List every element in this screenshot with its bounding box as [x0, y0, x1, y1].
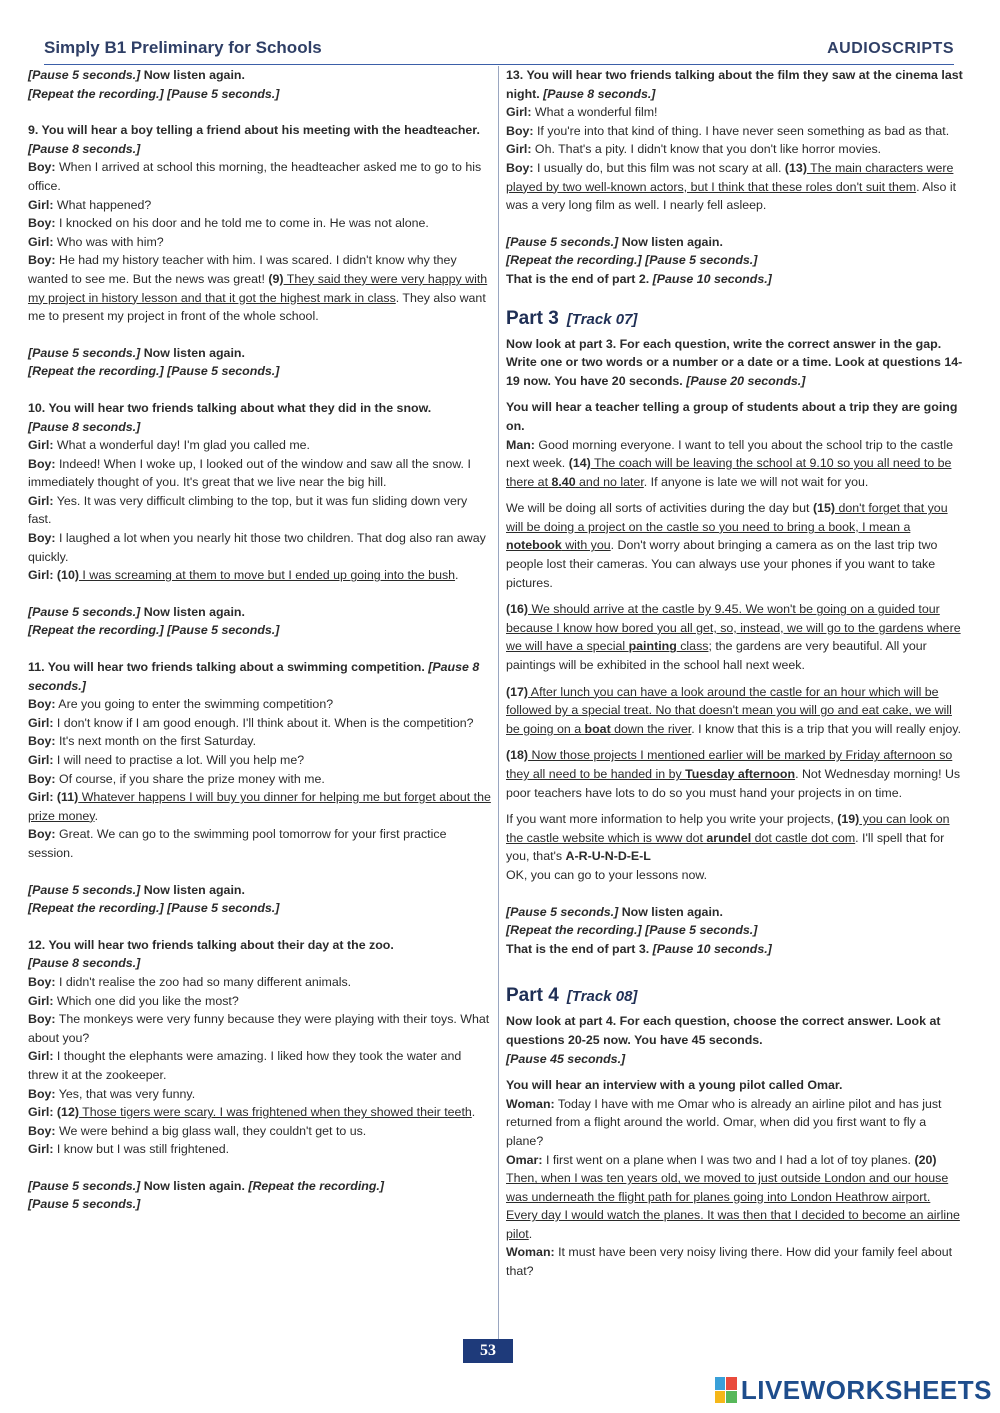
liveworksheets-icon: [715, 1377, 737, 1403]
question-11-block: [28, 658, 494, 863]
page-number: 53: [463, 1339, 513, 1363]
answer-number: (11): [53, 790, 79, 805]
listen-again-text: Now listen again.: [140, 345, 245, 360]
dialogue-text: Which one did you like the most?: [53, 993, 239, 1008]
answer-text: Those tigers were scary. I was frightened when they showed their teeth: [78, 1105, 472, 1120]
answer-keyword: 8.40: [551, 474, 576, 489]
dialogue-text: I don't know if I am good enough. I'll think about it. When is the competition?: [53, 715, 474, 730]
speaker: Boy:: [28, 531, 56, 546]
answer-text: Whatever happens I will buy you dinner for helping me but forget about the prize money: [28, 790, 491, 823]
dialogue-text: . I know that this is a trip that you will really enjoy.: [691, 721, 962, 736]
dialogue-text: .: [528, 1226, 533, 1241]
speaker: Girl:: [28, 493, 54, 508]
part-4-section: [506, 984, 964, 1280]
dialogue-text: OK, you can go to your lessons now.: [506, 867, 708, 882]
track-label: [Track 07]: [566, 310, 638, 328]
dialogue-text: What a wonderful film!: [531, 105, 658, 120]
dialogue-text: . Not Wednesday morning! Us poor teachers have lots to do so you must hand your projects in on time.: [506, 767, 961, 800]
listen-again-text: Now listen again.: [618, 904, 723, 919]
dialogue-text: Are you going to enter the swimming competition?: [55, 697, 334, 712]
answer-number: (18): [506, 748, 529, 763]
answer-text: The main characters were played by two well-known actors, but I think that these roles don't suit them: [506, 160, 954, 194]
listen-again-text: Now listen again.: [618, 234, 723, 249]
answer-text: After lunch you can have a look around the castle for an hour which will be followed by a special treat. No that doesn't mean you will go and eat cake, we will be going on a: [506, 684, 952, 736]
speaker: Man:: [506, 437, 535, 452]
repeat-block-10: [28, 603, 494, 640]
dialogue-text: When I arrived at school this morning, the headteacher asked me to go to his office.: [28, 160, 482, 193]
pause-note: [Pause 5 seconds.]: [28, 68, 141, 82]
repeat-note: [Repeat the recording.]: [28, 364, 164, 379]
listen-again-text: Now listen again.: [140, 1178, 249, 1193]
part-intro: You will hear an interview with a young pilot called Omar.: [506, 1078, 843, 1093]
dialogue-text: .: [455, 568, 459, 583]
pause-note: [Pause 8 seconds.]: [543, 86, 656, 101]
answer-text: They said they were very happy with my project in history lesson and that it got the highest mark in class: [28, 271, 488, 305]
repeat-note: [Repeat the recording.]: [248, 1178, 384, 1193]
question-heading: 10. You will hear two friends talking about what they did in the snow.: [28, 400, 432, 415]
answer-number: (13): [784, 160, 807, 175]
question-heading: 9. You will hear a boy telling a friend about his meeting with the headteacher.: [28, 123, 480, 138]
answer-text: dot castle dot com: [751, 830, 856, 845]
repeat-note: [Repeat the recording.]: [28, 623, 164, 638]
dialogue-text: What happened?: [53, 197, 152, 212]
answer-keyword: painting: [628, 639, 677, 654]
part-3-section: [506, 307, 964, 885]
answer-text: you can look on the castle website which is www dot: [506, 812, 950, 845]
question-heading: 11. You will hear two friends talking about a swimming competition.: [28, 660, 425, 675]
dialogue-text: The monkeys were very funny because they were playing with their toys. What about you?: [28, 1012, 490, 1045]
speaker: Girl:: [28, 715, 54, 730]
speaker: Boy:: [28, 771, 56, 786]
answer-text: Then, when I was ten years old, we moved to just outside London and our house was underneath the flight path for planes going into London Heathrow airport. Every day I would watch the planes. It was then that I decided to become an airline pilot: [506, 1171, 960, 1241]
dialogue-text: I usually do, but this film was not scary at all.: [533, 160, 785, 175]
liveworksheets-brand: LIVEWORKSHEETS: [740, 1374, 992, 1405]
pause-note: [Pause 5 seconds.]: [167, 623, 280, 638]
part-3-heading: [506, 307, 964, 332]
pause-note: [Pause 8 seconds.]: [28, 419, 141, 434]
speaker: Girl:: [506, 105, 532, 120]
answer-number: (19): [837, 812, 860, 827]
dialogue-text: . Don't worry about bringing a camera as on the last trip two people lost their cameras. You can always use your phones if you want to take pictures.: [506, 538, 938, 590]
speaker: Boy:: [28, 160, 56, 175]
answer-text: The coach will be leaving the school at 9.10 so you all need to be there at: [506, 456, 952, 489]
pause-note: [Pause 20 seconds.]: [686, 373, 806, 388]
speaker: Woman:: [506, 1096, 555, 1111]
listen-again-text: Now listen again.: [140, 882, 245, 897]
dialogue-text: ; the gardens are very beautiful. All your paintings will be exhibited in the school hall next week.: [506, 639, 927, 673]
part-instruction: Now look at part 4. For each question, choose the correct answer. Look at questions 20-25 now. You have 45 seconds.: [506, 1014, 941, 1047]
dialogue-text: Indeed! When I woke up, I looked out of the window and saw all the snow. I immediately thought of you. It's great that we live near the big hill.: [28, 456, 471, 490]
repeat-block-9: [28, 344, 494, 381]
answer-text: with you: [561, 538, 611, 553]
dialogue-text: We will be doing all sorts of activities during the day but: [506, 501, 813, 516]
speaker: Omar:: [506, 1152, 543, 1167]
dialogue-text: If you're into that kind of thing. I have never seen something as bad as that.: [533, 123, 950, 138]
column-divider: [498, 66, 499, 1362]
answer-number: (17): [506, 684, 529, 699]
pause-note: [Pause 5 seconds.]: [645, 253, 758, 268]
pause-note: [Pause 5 seconds.]: [28, 1178, 141, 1193]
liveworksheets-logo[interactable]: [715, 1372, 992, 1408]
dialogue-text: It's next month on the first Saturday.: [55, 734, 257, 749]
dialogue-text: What a wonderful day! I'm glad you called me.: [53, 438, 310, 453]
listen-again-text: Now listen again.: [140, 68, 245, 82]
speaker: Boy:: [28, 456, 56, 471]
dialogue-text: I didn't realise the zoo had so many different animals.: [55, 974, 352, 989]
question-13-block: [506, 66, 964, 215]
section-title: AUDIOSCRIPTS: [827, 40, 954, 57]
answer-number: (12): [53, 1105, 79, 1120]
dialogue-text: . They also want me to present my project in front of the whole school.: [28, 290, 486, 324]
speaker: Girl:: [28, 1142, 54, 1157]
speaker: Girl:: [28, 568, 54, 583]
pause-note: [Pause 5 seconds.]: [645, 923, 758, 938]
pause-note: [Pause 5 seconds.]: [506, 904, 619, 919]
speaker: Girl:: [28, 1105, 54, 1120]
pause-note: [Pause 8 seconds.]: [28, 141, 141, 156]
answer-text: We should arrive at the castle by 9.45. We won't be going on a guided tour because I know how bored you all get, so, instead, we will go to the gardens where we will have a special: [506, 602, 961, 654]
dialogue-text: . I'll spell that for you, that's: [506, 830, 945, 864]
speaker: Boy:: [506, 123, 534, 138]
answer-keyword: Tuesday afternoon: [685, 767, 796, 781]
question-12-block: [28, 936, 494, 1159]
answer-number: (14): [568, 456, 591, 471]
speaker: Boy:: [28, 1012, 56, 1027]
dialogue-text: I know but I was still frightened.: [53, 1142, 230, 1157]
answer-text: class: [676, 639, 709, 654]
track-label: [Track 08]: [566, 988, 638, 1006]
answer-text: I was screaming at them to move but I ended up going into the bush: [78, 568, 456, 583]
pause-note: [Pause 5 seconds.]: [28, 882, 141, 897]
speaker: Girl:: [28, 790, 54, 805]
answer-number: (20): [914, 1152, 937, 1167]
dialogue-text: I will need to practise a lot. Will you help me?: [53, 753, 305, 767]
question-10-block: [28, 399, 494, 585]
dialogue-text: . If anyone is late we will not wait for you.: [643, 474, 869, 489]
dialogue-text: I thought the elephants were amazing. I liked how they took the water and threw it at the zookeeper.: [28, 1049, 462, 1082]
right-column: [506, 66, 964, 1281]
speaker: Boy:: [28, 1123, 56, 1138]
part-4-heading: [506, 984, 964, 1009]
speaker: Boy:: [506, 160, 534, 175]
pause-note: [Pause 10 seconds.]: [652, 941, 772, 956]
dialogue-text: .: [94, 808, 99, 823]
answer-number: (15): [812, 501, 835, 516]
speaker: Girl:: [28, 753, 54, 767]
repeat-note: [Repeat the recording.]: [28, 901, 164, 916]
pause-note: [Pause 5 seconds.]: [28, 604, 141, 619]
pause-note: [Pause 8 seconds.]: [28, 660, 480, 693]
pause-note: [Pause 5 seconds.]: [167, 86, 280, 101]
pause-note: [Pause 10 seconds.]: [652, 271, 772, 286]
speaker: Boy:: [28, 216, 56, 231]
speaker: Boy:: [28, 253, 56, 268]
repeat-block-11: [28, 881, 494, 918]
page-header: [44, 38, 954, 65]
dialogue-text: Yes. It was very difficult climbing to the top, but it was fun sliding down very fast.: [28, 493, 468, 527]
left-column: [28, 66, 494, 1232]
dialogue-text: Of course, if you share the prize money with me.: [55, 771, 325, 786]
spelling-text: A-R-U-N-D-E-L: [565, 849, 651, 864]
answer-text: don't forget that you will be doing a project on the castle so you need to bring a book, I mean a: [506, 501, 948, 534]
answer-number: (9): [268, 271, 284, 286]
listen-again-text: Now listen again.: [140, 604, 245, 619]
speaker: Boy:: [28, 974, 56, 989]
answer-text: Now those projects I mentioned earlier will be marked by Friday afternoon so they all need to be handed in by: [506, 748, 953, 781]
dialogue-text: It must have been very noisy living there. How did your family feel about that?: [506, 1245, 953, 1279]
part-title: Part 4: [506, 985, 559, 1007]
pause-note: [Pause 5 seconds.]: [28, 345, 141, 360]
dialogue-text: I first went on a plane when I was two and I had a lot of toy planes.: [542, 1152, 915, 1167]
end-of-part-text: That is the end of part 3.: [506, 941, 653, 956]
speaker: Girl:: [506, 142, 532, 157]
speaker: Girl:: [28, 1049, 54, 1064]
dialogue-text: Oh. That's a pity. I didn't know that you don't like horror movies.: [531, 142, 882, 157]
speaker: Girl:: [28, 234, 54, 249]
pause-note: [Pause 5 seconds.]: [506, 234, 619, 249]
repeat-block-12: [28, 1177, 494, 1214]
dialogue-text: Good morning everyone. I want to tell you about the school trip to the castle next week.: [506, 437, 954, 471]
repeat-block-13: [506, 233, 964, 289]
speaker: Girl:: [28, 993, 54, 1008]
speaker: Boy:: [28, 1086, 56, 1101]
part-intro: You will hear a teacher telling a group of students about a trip they are going on.: [506, 400, 958, 433]
speaker: Boy:: [28, 734, 56, 749]
pause-note: [Pause 5 seconds.]: [167, 901, 280, 916]
answer-keyword: notebook: [506, 538, 562, 553]
intro-repeat-block: [28, 66, 494, 103]
pause-note: [Pause 45 seconds.]: [506, 1051, 626, 1066]
repeat-note: [Repeat the recording.]: [506, 923, 642, 938]
pause-note: [Pause 8 seconds.]: [28, 956, 141, 971]
dialogue-text: He had my history teacher with him. I was scared. I didn't know why they wanted to see me. But the news was great!: [28, 253, 457, 286]
part-title: Part 3: [506, 307, 559, 329]
dialogue-text: If you want more information to help you write your projects,: [506, 812, 838, 827]
answer-keyword: arundel: [706, 830, 752, 845]
repeat-block-part-3: [506, 903, 964, 959]
dialogue-text: . Also it was a very long film as well. I nearly fell asleep.: [506, 179, 957, 213]
speaker: Girl:: [28, 438, 54, 453]
pause-note: [Pause 5 seconds.]: [167, 364, 280, 379]
answer-text: and no later: [575, 474, 644, 489]
pause-note: [Pause 5 seconds.]: [28, 1197, 141, 1212]
answer-text: down the river: [610, 721, 692, 736]
dialogue-text: Today I have with me Omar who is already an airline pilot and has just returned from a flight around the world. Omar, when did you first want to fly a plane?: [506, 1096, 942, 1148]
end-of-part-text: That is the end of part 2.: [506, 271, 653, 286]
dialogue-text: We were behind a big glass wall, they couldn't get to us.: [55, 1123, 367, 1138]
dialogue-text: Yes, that was very funny.: [55, 1086, 196, 1101]
dialogue-text: .: [471, 1105, 476, 1120]
question-heading: 13. You will hear two friends talking about the film they saw at the cinema last night.: [506, 68, 963, 101]
dialogue-text: I knocked on his door and he told me to come in. He was not alone.: [55, 216, 429, 231]
part-instruction: Now look at part 3. For each question, write the correct answer in the gap. Write one or two words or a number or a date or a time. Look at questions 14-19 now. You have 20 seconds.: [506, 336, 963, 388]
dialogue-text: I laughed a lot when you nearly hit those two children. That dog also ran away quickly.: [28, 531, 486, 564]
question-9-block: [28, 121, 494, 326]
repeat-note: [Repeat the recording.]: [28, 86, 164, 101]
answer-number: (10): [53, 568, 79, 583]
book-title: Simply B1 Preliminary for Schools: [44, 38, 322, 57]
speaker: Girl:: [28, 197, 54, 212]
question-heading: 12. You will hear two friends talking about their day at the zoo.: [28, 937, 394, 952]
speaker: Woman:: [506, 1245, 555, 1260]
speaker: Boy:: [28, 827, 56, 842]
dialogue-text: Who was with him?: [53, 234, 164, 249]
answer-keyword: boat: [584, 721, 611, 736]
dialogue-text: Great. We can go to the swimming pool tomorrow for your first practice session.: [28, 827, 447, 860]
answer-number: (16): [506, 602, 529, 617]
repeat-note: [Repeat the recording.]: [506, 253, 642, 268]
speaker: Boy:: [28, 697, 56, 712]
